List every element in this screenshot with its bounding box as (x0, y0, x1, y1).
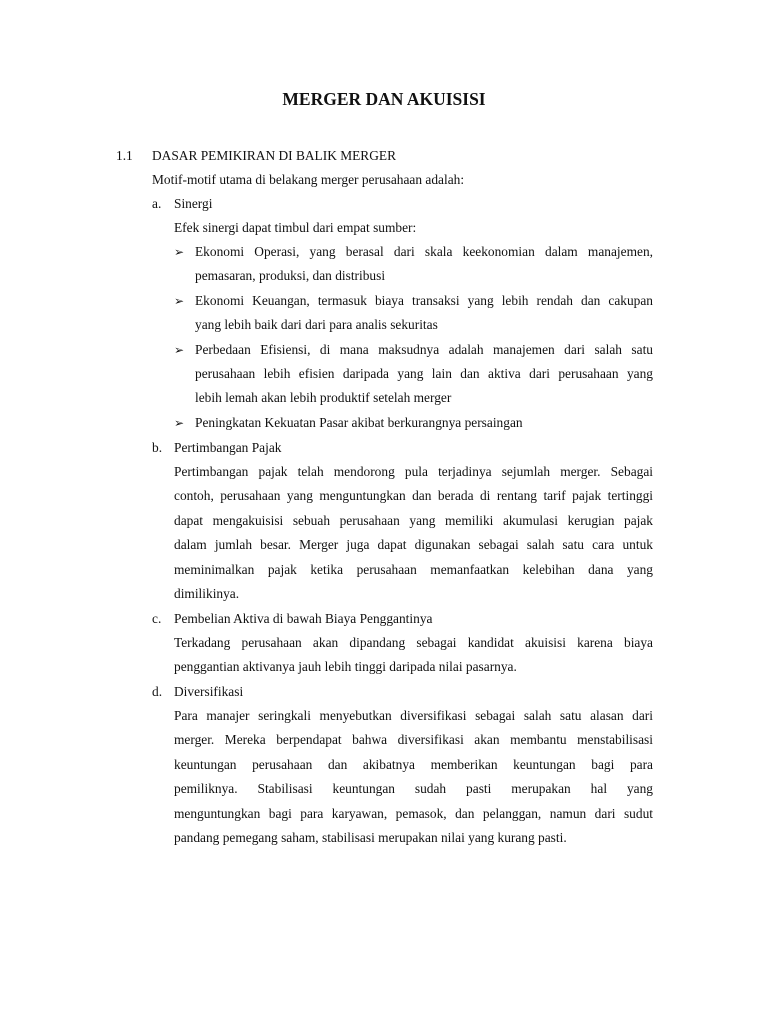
paragraph-line: pandang pemegang saham, stabilisasi merupakan nilai yang kurang pasti. (174, 830, 567, 845)
item-heading-diversifikasi: Diversifikasi (174, 684, 244, 699)
paragraph-line: keuntungan perusahaan dan akibatnya memberikan keuntungan bagi para (174, 757, 653, 772)
bullet-line: Peningkatan Kekuatan Pasar akibat berkurangnya persaingan (195, 415, 523, 430)
paragraph-line: Para manajer seringkali menyebutkan diversifikasi sebagai salah satu alasan dari (174, 708, 653, 723)
paragraph-line: penggantian aktivanya jauh lebih tinggi daripada nilai pasarnya. (174, 659, 517, 674)
bullet-line: lebih lemah akan lebih produktif setelah merger (195, 390, 452, 405)
bullet-line: pemasaran, produksi, dan distribusi (195, 268, 386, 283)
item-letter-b: b. (152, 440, 163, 455)
bullet-line: Ekonomi Keuangan, termasuk biaya transaksi yang lebih rendah dan cakupan (195, 293, 653, 308)
section-heading: DASAR PEMIKIRAN DI BALIK MERGER (152, 148, 397, 163)
arrow-bullet-icon: ➢ (174, 245, 185, 259)
bullet-line: perusahaan lebih efisien daripada yang lain dan aktiva dari perusahaan yang (195, 366, 653, 381)
paragraph-line: Terkadang perusahaan akan dipandang sebagai kandidat akuisisi karena biaya (174, 635, 653, 650)
item-heading-aktiva: Pembelian Aktiva di bawah Biaya Penggantinya (174, 611, 433, 626)
paragraph-line: meminimalkan pajak ketika perusahaan memanfaatkan kelebihan dana yang (174, 562, 653, 577)
item-letter-d: d. (152, 684, 163, 699)
paragraph-line: dalam jumlah besar. Merger juga dapat digunakan sebagai salah satu cara untuk (174, 537, 653, 552)
item-intro-sinergi: Efek sinergi dapat timbul dari empat sumber: (174, 220, 417, 235)
item-letter-c: c. (152, 611, 162, 626)
item-letter-a: a. (152, 196, 162, 211)
paragraph-line: menguntungkan bagi para karyawan, pemasok, dan pelanggan, namun dari sudut (174, 806, 653, 821)
section-intro: Motif-motif utama di belakang merger perusahaan adalah: (152, 172, 465, 187)
page-title: MERGER DAN AKUISISI (282, 89, 486, 109)
section-number: 1.1 (116, 148, 133, 163)
bullet-line: Perbedaan Efisiensi, di mana maksudnya adalah manajemen dari salah satu (195, 342, 653, 357)
bullet-line: Ekonomi Operasi, yang berasal dari skala keekonomian dalam manajemen, (195, 244, 653, 259)
paragraph-line: dapat mengakuisisi sebuah perusahaan yang memiliki akumulasi kerugian pajak (174, 513, 653, 528)
arrow-bullet-icon: ➢ (174, 343, 185, 357)
item-heading-sinergi: Sinergi (174, 196, 213, 211)
paragraph-line: pemiliknya. Stabilisasi keuntungan sudah pasti merupakan hal yang (174, 781, 653, 796)
bullet-line: yang lebih baik dari dari para analis sekuritas (195, 317, 438, 332)
arrow-bullet-icon: ➢ (174, 294, 185, 308)
paragraph-line: Pertimbangan pajak telah mendorong pula terjadinya sejumlah merger. Sebagai (174, 464, 653, 479)
paragraph-line: merger. Mereka berpendapat bahwa diversifikasi akan membantu menstabilisasi (174, 732, 653, 747)
arrow-bullet-icon: ➢ (174, 416, 185, 430)
paragraph-line: dimilikinya. (174, 586, 240, 601)
paragraph-line: contoh, perusahaan yang menguntungkan dan berada di rentang tarif pajak tertinggi (174, 488, 653, 503)
item-heading-pajak: Pertimbangan Pajak (174, 440, 282, 455)
